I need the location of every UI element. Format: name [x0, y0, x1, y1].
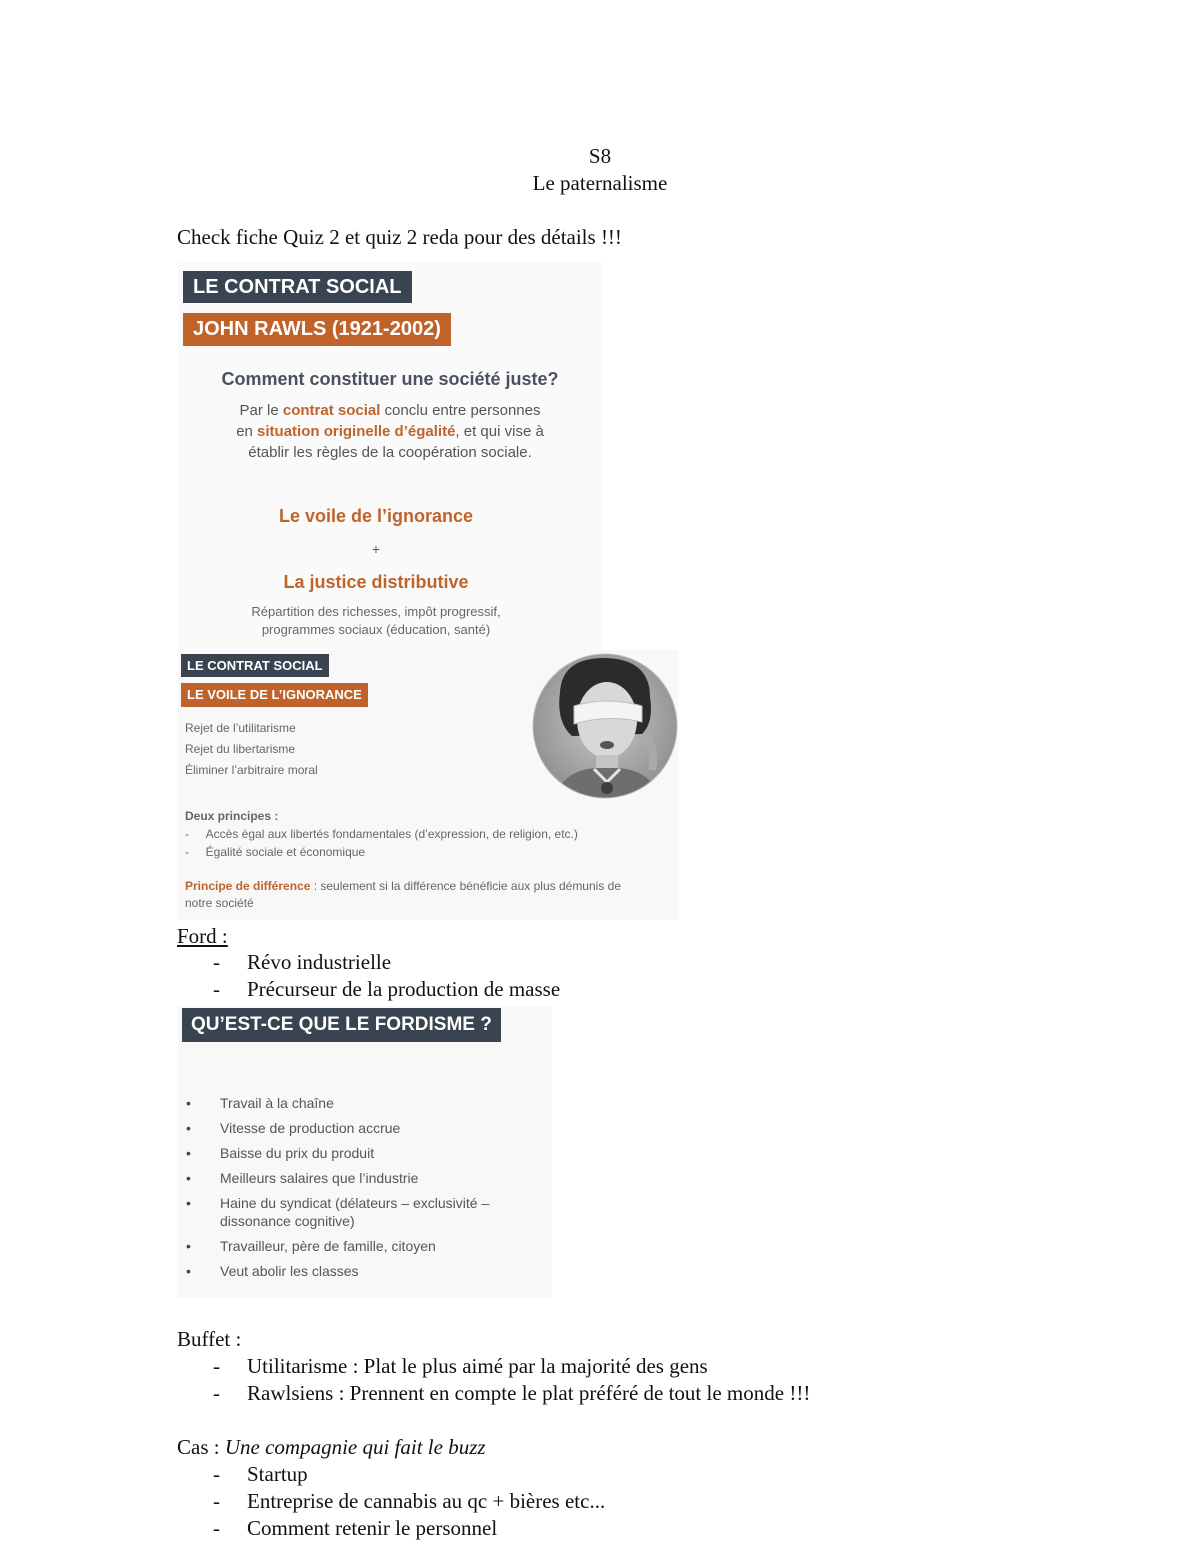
list-item-text: Précurseur de la production de masse [247, 977, 561, 1001]
slide2-principle-text: Accès égal aux libertés fondamentales (d’expression, de religion, etc.) [205, 827, 578, 841]
slide2-principles-heading: Deux principes : [185, 809, 279, 823]
slide2-principle: - Égalité sociale et économique [185, 845, 366, 859]
slide3-bullet-text: Vitesse de production accrue [220, 1120, 401, 1136]
slide3-bullet-text: Baisse du prix du produit [220, 1145, 375, 1161]
buffet-heading: Buffet : [177, 1327, 242, 1351]
slide2-principle: - Accès égal aux libertés fondamentales (d’expression, de religion, etc.) [185, 827, 578, 841]
slide3-bullet-text: dissonance cognitive) [220, 1213, 355, 1229]
list-item-text: Comment retenir le personnel [247, 1516, 498, 1540]
slide-highlight-contrat: contrat social [282, 402, 381, 419]
page-title: Le paternalisme [532, 171, 668, 195]
list-item-text: Entreprise de cannabis au qc + bières etc... [247, 1489, 606, 1513]
slide3-bullet-text: Travail à la chaîne [220, 1095, 334, 1111]
slide2-item: Rejet de l’utilitarisme [185, 721, 296, 735]
list-item-text: Utilitarisme : Plat le plus aimé par la majorité des gens [247, 1354, 708, 1378]
slide2-principle-text: Égalité sociale et économique [205, 845, 366, 859]
slide-plus-sign: + [371, 541, 381, 557]
cas-title: Une compagnie qui fait le buzz [224, 1435, 486, 1459]
cas-heading [177, 1435, 486, 1460]
slide-voile-ignorance [178, 650, 678, 920]
slide-question: Comment constituer une société juste? [221, 369, 559, 389]
slide-voile-heading: Le voile de l’ignorance [278, 506, 474, 526]
slide3-bullet-text: Haine du syndicat (délateurs – exclusivité – [220, 1195, 490, 1211]
slide3-tag-fordisme: QU’EST-CE QUE LE FORDISME ? [182, 1008, 501, 1042]
slide-tag-contrat-social: LE CONTRAT SOCIAL [183, 271, 412, 303]
list-item-text: Startup [247, 1462, 308, 1486]
slide-contrat-social-rawls [178, 262, 602, 650]
slide-line-3: établir les règles de la coopération sociale. [248, 444, 532, 461]
list-item-text: Révo industrielle [247, 950, 392, 974]
slide2-difference [185, 879, 621, 893]
section-code: S8 [588, 144, 612, 168]
slide-line-1 [178, 402, 602, 419]
slide-line-1c: conclu entre personnes [380, 402, 541, 419]
cas-label: Cas : [177, 1435, 225, 1459]
slide2-difference-label: Principe de différence [185, 879, 311, 893]
slide3-bullet-text: Veut abolir les classes [220, 1263, 359, 1279]
slide-line-2 [178, 423, 602, 440]
slide-line-2a: en [236, 423, 258, 440]
note-text: Check fiche Quiz 2 et quiz 2 reda pour des détails !!! [177, 225, 622, 249]
blindfold-portrait-image [532, 652, 678, 802]
slide2-difference-text: : seulement si la différence bénéficie aux plus démunis de [310, 879, 622, 893]
slide-highlight-situation: situation originelle d’égalité [257, 423, 456, 440]
slide2-difference-cont: notre société [185, 896, 254, 910]
list-item-text: Rawlsiens : Prennent en compte le plat préféré de tout le monde !!! [247, 1381, 811, 1405]
slide3-bullet-text: Travailleur, père de famille, citoyen [220, 1238, 436, 1254]
slide-line-2c: , et qui vise à [455, 423, 544, 440]
slide-line-1a: Par le [239, 402, 283, 419]
ford-heading: Ford : [177, 924, 228, 948]
slide2-tag-voile: LE VOILE DE L’IGNORANCE [181, 683, 368, 707]
slide-fordisme: QU’EST-CE QUE LE FORDISME ? • Travail à la chaîne • Vitesse de production accrue • Baisse du prix du produit • Meilleurs salaires que l’industrie • Haine du syndicat (délateurs – exclusivité – dissonance cognitive) • Travailleur, père de famille, citoyen • Veut abolir les classes [178, 1006, 552, 1298]
slide-justice-sub-1: Répartition des richesses, impôt progressif, [251, 604, 501, 619]
slide2-item: Rejet du libertarisme [185, 742, 296, 756]
slide-tag-john-rawls: JOHN RAWLS (1921-2002) [183, 313, 451, 346]
slide2-tag-contrat-social: LE CONTRAT SOCIAL [181, 654, 329, 677]
slide-justice-sub-2: programmes sociaux (éducation, santé) [261, 622, 491, 637]
slide3-bullet-text: Meilleurs salaires que l’industrie [220, 1170, 419, 1186]
slide2-item: Éliminer l’arbitraire moral [185, 763, 318, 777]
slide-justice-heading: La justice distributive [283, 572, 469, 592]
